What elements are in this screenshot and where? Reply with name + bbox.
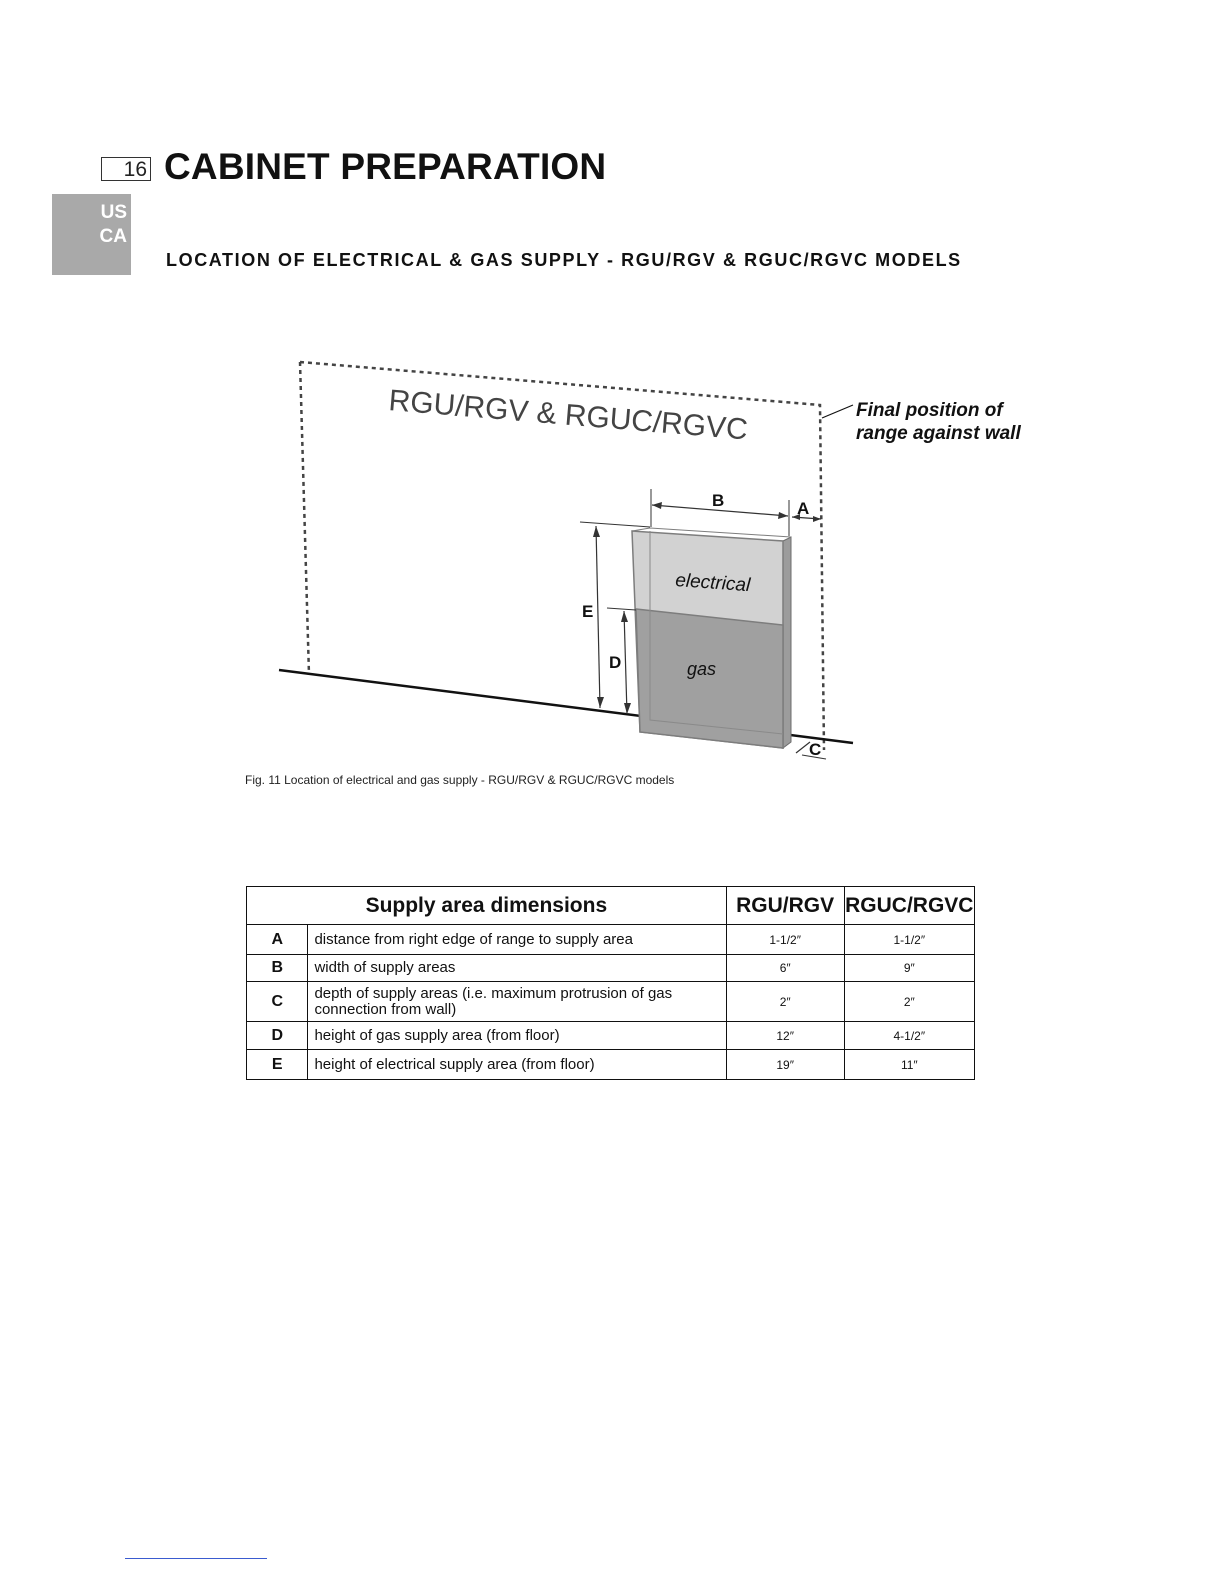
row-description: distance from right edge of range to supply area bbox=[308, 925, 726, 955]
row-key: E bbox=[247, 1050, 308, 1080]
header-rgu-rgv: RGU/RGV bbox=[726, 887, 844, 925]
row-key: C bbox=[247, 982, 308, 1022]
dim-b-arrow-left bbox=[652, 502, 662, 509]
dim-label-e: E bbox=[582, 602, 594, 621]
dim-label-c: C bbox=[809, 740, 822, 759]
gas-label: gas bbox=[687, 659, 717, 679]
table-row bbox=[247, 925, 975, 955]
page-title: CABINET PREPARATION bbox=[164, 146, 607, 187]
dim-label-b: B bbox=[712, 491, 725, 510]
row-rguc-value: 4-1/2″ bbox=[844, 1022, 974, 1050]
dim-c-line bbox=[796, 742, 810, 753]
row-rgu-value: 1-1/2″ bbox=[726, 925, 844, 955]
row-description: width of supply areas bbox=[308, 955, 726, 982]
electrical-label: electrical bbox=[674, 570, 751, 597]
row-key: D bbox=[247, 1022, 308, 1050]
table-row bbox=[247, 955, 975, 982]
row-rguc-value: 9″ bbox=[844, 955, 974, 982]
dim-d-line bbox=[624, 611, 627, 714]
header-rguc-rgvc: RGUC/RGVC bbox=[844, 887, 974, 925]
callout-leader bbox=[822, 405, 853, 418]
table-row bbox=[247, 1050, 975, 1080]
box-side-face bbox=[783, 537, 791, 748]
row-rgu-value: 2″ bbox=[726, 982, 844, 1022]
dim-a-arrow-right bbox=[813, 516, 821, 522]
dim-e-line bbox=[596, 526, 600, 708]
footer-rule bbox=[125, 1558, 267, 1559]
dim-d-arrow-bottom bbox=[624, 703, 631, 714]
dim-d-arrow-top bbox=[621, 611, 628, 622]
header-dimensions: Supply area dimensions bbox=[247, 887, 727, 925]
dim-b-arrow-right bbox=[778, 512, 788, 519]
supply-dimensions-table bbox=[246, 886, 975, 1080]
table-header-row bbox=[247, 887, 975, 925]
table-row bbox=[247, 982, 975, 1022]
page-number: 16 bbox=[101, 157, 151, 181]
figure-caption: Fig. 11 Location of electrical and gas supply - RGU/RGV & RGUC/RGVC models bbox=[245, 773, 675, 787]
dim-e-arrow-top bbox=[593, 526, 600, 537]
row-rgu-value: 19″ bbox=[726, 1050, 844, 1080]
dim-d-ext bbox=[607, 608, 636, 610]
row-rgu-value: 6″ bbox=[726, 955, 844, 982]
dim-label-a: A bbox=[797, 499, 810, 518]
row-rguc-value: 11″ bbox=[844, 1050, 974, 1080]
dim-e-ext bbox=[580, 522, 650, 527]
models-label: RGU/RGV & RGUC/RGVC bbox=[387, 384, 749, 447]
row-description: height of gas supply area (from floor) bbox=[308, 1022, 726, 1050]
row-description: depth of supply areas (i.e. maximum protrusion of gas connection from wall) bbox=[308, 982, 726, 1022]
row-description: height of electrical supply area (from floor) bbox=[308, 1050, 726, 1080]
table-row bbox=[247, 1022, 975, 1050]
row-rguc-value: 1-1/2″ bbox=[844, 925, 974, 955]
callout-line-1: Final position of bbox=[856, 400, 1003, 421]
dim-e-arrow-bottom bbox=[597, 697, 604, 708]
callout-line-2: range against wall bbox=[856, 423, 1021, 444]
region-us: US bbox=[100, 202, 127, 223]
row-rguc-value: 2″ bbox=[844, 982, 974, 1022]
dim-label-d: D bbox=[609, 653, 622, 672]
region-ca: CA bbox=[99, 226, 127, 247]
row-rgu-value: 12″ bbox=[726, 1022, 844, 1050]
section-title: LOCATION OF ELECTRICAL & GAS SUPPLY - RGU/RGV & RGUC/RGVC MODELS bbox=[166, 250, 962, 270]
row-key: A bbox=[247, 925, 308, 955]
row-key: B bbox=[247, 955, 308, 982]
